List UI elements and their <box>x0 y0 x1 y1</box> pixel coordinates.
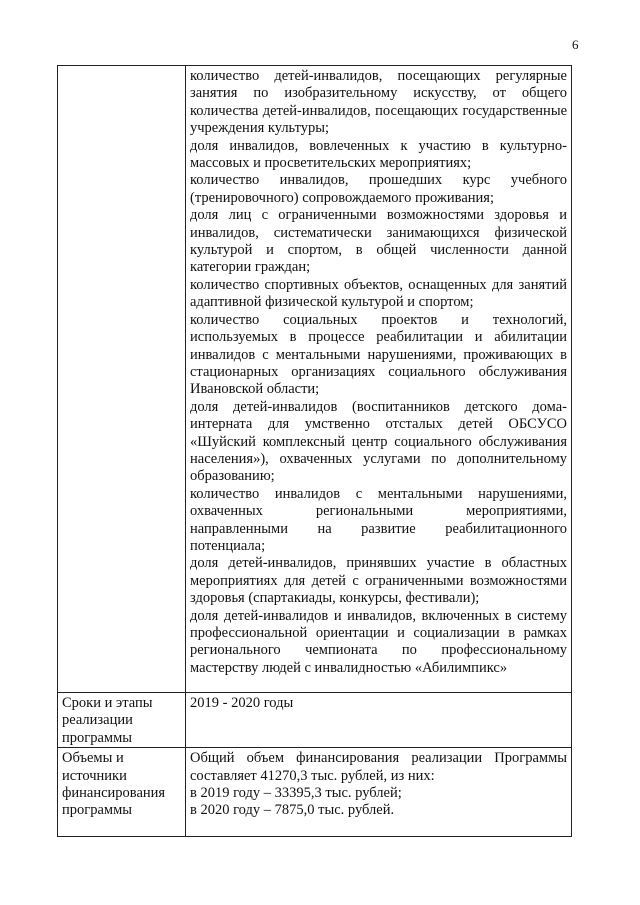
indicator-item: количество социальных проектов и технологий, используемых в процессе реабилитации и абилитации инвалидов с ментальными нарушениями, проживающих в стационарных организациях социального обслуживания Ивановской области; <box>190 311 567 398</box>
row-label <box>58 66 186 693</box>
funding-item: в 2020 году – 7875,0 тыс. рублей. <box>190 802 395 819</box>
funding-item: в 2019 году – 33395,3 тыс. рублей; <box>190 785 402 802</box>
indicator-item: доля лиц с ограниченными возможностями здоровья и инвалидов, систематически занимающихся физической культурой и спортом, в общей численности данной категории граждан; <box>190 207 567 276</box>
indicator-item: количество спортивных объектов, оснащенных для занятий адаптивной физической культурой и спортом; <box>190 276 567 311</box>
indicator-item: доля инвалидов, вовлеченных к участию в культурно-массовых и просветительских мероприятиях; <box>190 137 567 172</box>
indicator-item: количество детей-инвалидов, посещающих регулярные занятия по изобразительному искусству, от общего количества детей-инвалидов, посещающих государственные учреждения культуры; <box>190 68 567 137</box>
indicator-item: доля детей-инвалидов (воспитанников детского дома-интерната для умственно отсталых детей ОБСУСО «Шуйский комплексный центр социального обслуживания населения»), охваченных услугами по дополнительному образованию; <box>190 398 567 485</box>
page-number: 6 <box>572 37 579 52</box>
timeline-value: 2019 - 2020 годы <box>190 695 294 711</box>
row-label: Объемы и источники финансирования программы <box>58 748 186 837</box>
indicator-item: количество инвалидов с ментальными нарушениями, охваченных региональными мероприятиями, направленными на развитие реабилитационного потенциала; <box>190 485 567 554</box>
row-label: Сроки и этапы реализации программы <box>58 693 186 748</box>
table-row-timeline <box>58 693 572 748</box>
funding-item: Общий объем финансирования реализации Программы составляет 41270,3 тыс. рублей, из них: <box>190 750 567 784</box>
table-row-indicators <box>58 66 572 693</box>
program-passport-table <box>57 65 572 837</box>
indicator-item: доля детей-инвалидов, принявших участие в областных мероприятиях для детей с ограниченными возможностями здоровья (спартакиады, конкурсы, фестивали); <box>190 555 567 607</box>
indicators-cell <box>186 66 572 693</box>
table-row-funding <box>58 748 572 837</box>
indicator-item: доля детей-инвалидов и инвалидов, включенных в систему профессиональной ориентации и социализации в рамках регионального чемпионата по профессиональному мастерству людей с инвалидностью «Абилимпикс» <box>190 607 567 676</box>
indicator-item: количество инвалидов, прошедших курс учебного (тренировочного) сопровождаемого проживания; <box>190 172 567 206</box>
timeline-cell <box>186 693 572 748</box>
funding-cell <box>186 748 572 837</box>
